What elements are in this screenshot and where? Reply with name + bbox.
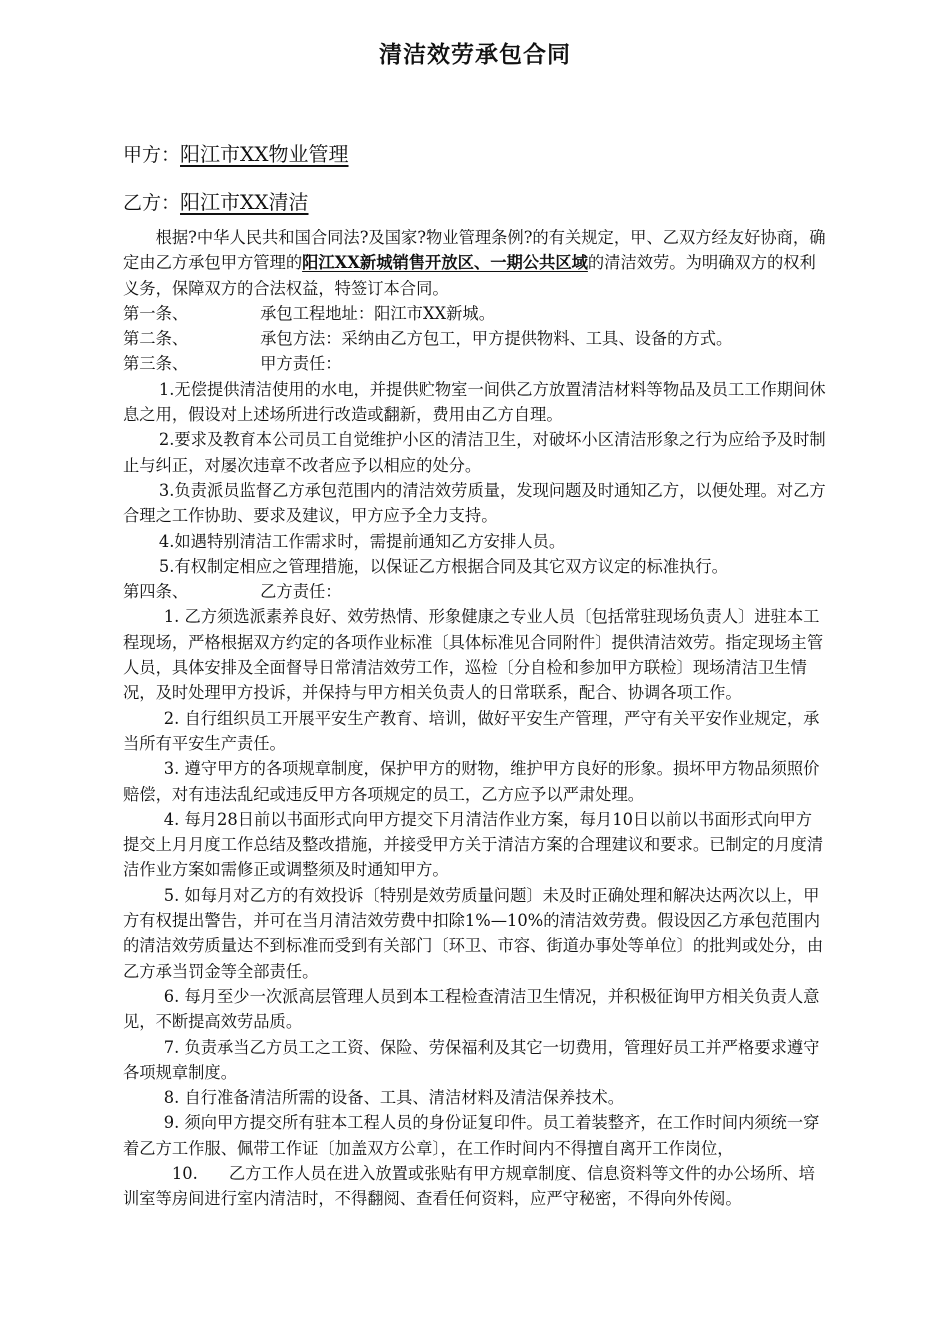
- party-b-duty-5: 5. 如每月对乙方的有效投诉〔特别是效劳质量问题〕未及时正确处理和解决达两次以上，甲方有权提出警告，并可在当月清洁效劳费中扣除1%—10%的清洁效劳费。假设因乙方承包范围内的清洁效劳质量达不到标准而受到有关部门〔环卫、市容、街道办事处等单位〕的批判或处分，由乙方承当罚金等全部责任。: [123, 885, 824, 981]
- intro-text-end: 的清洁效劳。为明确双方的权利义务，保障双方的合法权益，特签订本合同。: [123, 253, 816, 298]
- intro-paragraph: [123, 225, 828, 301]
- article-text: 承包方法：采纳由乙方包工，甲方提供物料、工具、设备的方式。: [260, 329, 733, 349]
- article-1: [123, 301, 828, 326]
- party-b-duty-7: 7. 负责承当乙方员工之工资、保险、劳保福利及其它一切费用，管理好员工并严格要求遵守各项规章制度。: [123, 1037, 820, 1082]
- party-a-duty-5: 5.有权制定相应之管理措施，以保证乙方根据合同及其它双方议定的标准执行。: [158, 556, 728, 576]
- party-b-duty-3: 3. 遵守甲方的各项规章制度，保护甲方的财物，维护甲方良好的形象。损坏甲方物品须照价赔偿，对有违法乱纪或违反甲方各项规定的员工，乙方应予以严肃处理。: [123, 759, 820, 804]
- party-a-duty-4: 4.如遇特别清洁工作需求时，需提前通知乙方安排人员。: [158, 531, 566, 551]
- party-b-duty-9: 9. 须向甲方提交所有驻本工程人员的身份证复印件。员工着装整齐，在工作时间内须统一穿着乙方工作服、佩带工作证〔加盖双方公章〕，在工作时间内不得擅自离开工作岗位，: [123, 1113, 820, 1158]
- party-a-duty-1: 1.无偿提供清洁使用的水电，并提供贮物室一间供乙方放置清洁材料等物品及员工工作期间休息之用，假设对上述场所进行改造或翻新，费用由乙方自理。: [123, 379, 826, 425]
- article-2: [123, 326, 828, 351]
- article-text: 乙方责任：: [260, 582, 342, 602]
- article-number: 第二条、: [123, 329, 189, 349]
- article-text: 承包工程地址：阳江市XX新城。: [260, 303, 495, 323]
- party-a-line: [123, 138, 349, 167]
- party-b-duty-1: 1. 乙方须选派素养良好、效劳热情、形象健康之专业人员〔包括常驻现场负责人〕进驻本工程现场，严格根据双方约定的各项作业标准〔具体标准见合同附件〕提供清洁效劳。指定现场主管人员，具体安排及全面督导日常清洁效劳工作，巡检〔分自检和参加甲方联检〕现场清洁卫生情况，及时处理甲方投诉，并保持与甲方相关负责人的日常联系，配合、协调各项工作。: [123, 607, 824, 703]
- article-3: [123, 351, 828, 376]
- party-b-label: 乙方：: [123, 192, 181, 214]
- contract-body: [123, 225, 828, 1212]
- party-b-duty-2: 2. 自行组织员工开展平安生产教育、培训，做好平安生产管理，严守有关平安作业规定，承当所有平安生产责任。: [123, 708, 820, 753]
- intro-text: 根据?中华人民共和国合同法?及国家?物业管理条例?的有关规定，甲、乙双方经友好协商，确定由乙方承包甲方管理的: [123, 228, 826, 273]
- party-a-label: 甲方：: [123, 144, 181, 166]
- party-b-name: 阳江市XX清洁: [180, 190, 309, 214]
- document-title: 清洁效劳承包合同: [379, 42, 571, 68]
- service-area: 阳江XX新城销售开放区、一期公共区域: [302, 253, 588, 273]
- article-number: 第一条、: [123, 303, 189, 323]
- party-b-line: [123, 186, 309, 215]
- party-a-name: 阳江市XX物业管理: [180, 142, 349, 166]
- party-b-duty-10: 10. 乙方工作人员在进入放置或张贴有甲方规章制度、信息资料等文件的办公场所、培训室等房间进行室内清洁时，不得翻阅、查看任何资料，应严守秘密，不得向外传阅。: [123, 1163, 815, 1209]
- article-number: 第四条、: [123, 582, 189, 602]
- party-b-duty-4: 4. 每月28日前以书面形式向甲方提交下月清洁作业方案，每月10日以前以书面形式向甲方提交上月月度工作总结及整改措施，并接受甲方关于清洁方案的合理建议和要求。已制定的月度清洁作业方案如需修正或调整须及时通知甲方。: [123, 809, 824, 880]
- party-a-duty-3: 3.负责派员监督乙方承包范围内的清洁效劳质量，发现问题及时通知乙方，以便处理。对乙方合理之工作协助、要求及建议，甲方应予全力支持。: [123, 480, 826, 526]
- party-b-duty-8: 8. 自行准备清洁所需的设备、工具、清洁材料及清洁保养技术。: [163, 1088, 625, 1108]
- article-text: 甲方责任：: [260, 354, 342, 374]
- article-4: [123, 579, 828, 604]
- party-a-duty-2: 2.要求及教育本公司员工自觉维护小区的清洁卫生，对破坏小区清洁形象之行为应给予及时制止与纠正，对屡次违章不改者应予以相应的处分。: [123, 430, 826, 475]
- party-b-duty-6: 6. 每月至少一次派高层管理人员到本工程检查清洁卫生情况，并积极征询甲方相关负责人意见，不断提高效劳品质。: [123, 986, 820, 1032]
- article-number: 第三条、: [123, 354, 189, 374]
